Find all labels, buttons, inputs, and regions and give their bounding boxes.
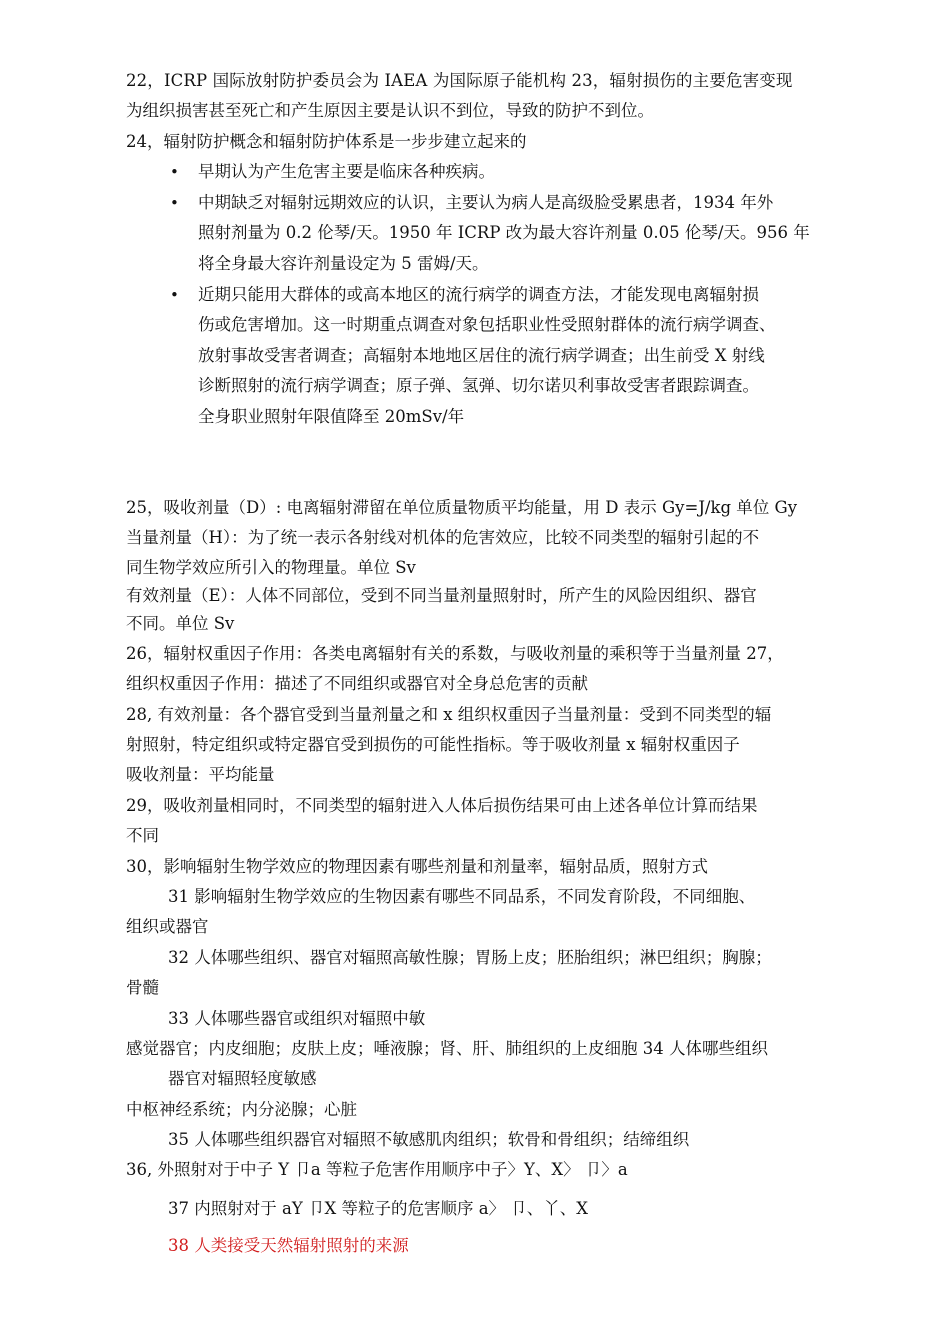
bullet-3-marker: • (170, 286, 179, 304)
item-28-line-2: 射照射，特定组织或特定器官受到损伤的可能性指标。等于吸收剂量 x 辐射权重因子 (126, 735, 740, 754)
item-26-line-2: 组织权重因子作用：描述了不同组织或器官对全身总危害的贡献 (126, 674, 588, 693)
bullet-2-line-3: 将全身最大容许剂量设定为 5 雷姆/天。 (198, 254, 489, 273)
item-31-line-2: 组织或器官 (126, 917, 209, 936)
item-22-line-2: 为组织损害甚至死亡和产生原因主要是认识不到位，导致的防护不到位。 (126, 101, 654, 120)
item-26-line-1: 26，辐射权重因子作用：各类电离辐射有关的系数，与吸收剂量的乘积等于当量剂量 27， (126, 644, 784, 663)
item-30-line: 30，影响辐射生物学效应的物理因素有哪些剂量和剂量率，辐射品质，照射方式 (126, 857, 708, 876)
item-25-line-5: 不同。单位 Sv (126, 614, 235, 633)
bullet-1-marker: • (170, 163, 179, 181)
item-38-highlighted-line: 38 人类接受天然辐射照射的来源 (168, 1236, 409, 1255)
item-29-line-1: 29，吸收剂量相同时，不同类型的辐射进入人体后损伤结果可由上述各单位计算而结果 (126, 796, 758, 815)
bullet-2-line-1: 中期缺乏对辐射远期效应的认识，主要认为病人是高级脸受累患者，1934 年外 (198, 193, 774, 212)
item-32-line-2: 骨髓 (126, 978, 159, 997)
bullet-2-marker: • (170, 194, 179, 212)
item-24-heading: 24，辐射防护概念和辐射防护体系是一步步建立起来的 (126, 132, 527, 151)
item-28-line-1: 28, 有效剂量：各个器官受到当量剂量之和 x 组织权重因子当量剂量：受到不同类型的辐 (126, 705, 772, 724)
bullet-3-line-3: 放射事故受害者调查；高辐射本地地区居住的流行病学调查；出生前受 X 射线 (198, 346, 765, 365)
item-35-line: 35 人体哪些组织器官对辐照不敏感肌肉组织；软骨和骨组织；结缔组织 (168, 1130, 690, 1149)
item-25-line-4: 有效剂量（E）：人体不同部位，受到不同当量剂量照射时，所产生的风险因组织、器官 (126, 586, 757, 605)
item-25-line-2: 当量剂量（H）：为了统一表示各射线对机体的危害效应，比较不同类型的辐射引起的不 (126, 528, 760, 547)
item-25-line-3: 同生物学效应所引入的物理量。单位 Sv (126, 558, 416, 577)
item-28-line-3: 吸收剂量：平均能量 (126, 765, 275, 784)
bullet-1-line-1: 早期认为产生危害主要是临床各种疾病。 (198, 162, 495, 181)
bullet-3-line-4: 诊断照射的流行病学调查；原子弹、氢弹、切尔诺贝利事故受害者跟踪调查。 (198, 376, 759, 395)
item-22-line-1: 22，ICRP 国际放射防护委员会为 IAEA 为国际原子能机构 23，辐射损伤的主要危害变现 (126, 71, 793, 90)
item-33-line-2: 感觉器官；内皮细胞；皮肤上皮；唾液腺；肾、肝、肺组织的上皮细胞 34 人体哪些组织 (126, 1039, 768, 1058)
item-36-line: 36, 外照射对于中子 Y 卩a 等粒子危害作用顺序中子〉Y、X〉 卩〉a (126, 1160, 628, 1179)
bullet-3-line-2: 伤或危害增加。这一时期重点调查对象包括职业性受照射群体的流行病学调查、 (198, 315, 776, 334)
bullet-3-line-1: 近期只能用大群体的或高本地区的流行病学的调查方法，才能发现电离辐射损 (198, 285, 759, 304)
item-34-line-2: 中枢神经系统；内分泌腺；心脏 (126, 1100, 357, 1119)
item-32-line-1: 32 人体哪些组织、器官对辐照高敏性腺；胃肠上皮；胚胎组织；淋巴组织；胸腺； (168, 948, 772, 967)
item-31-line-1: 31 影响辐射生物学效应的生物因素有哪些不同品系，不同发育阶段，不同细胞、 (168, 887, 756, 906)
bullet-2-line-2: 照射剂量为 0.2 伦琴/天。1950 年 ICRP 改为最大容许剂量 0.05 伦琴/天。956 年 (198, 223, 810, 242)
item-34-line-1: 器官对辐照轻度敏感 (168, 1069, 317, 1088)
item-29-line-2: 不同 (126, 826, 159, 845)
item-37-line: 37 内照射对于 aY 卩X 等粒子的危害顺序 a〉 卩、丫、X (168, 1199, 589, 1218)
item-33-line-1: 33 人体哪些器官或组织对辐照中敏 (168, 1009, 426, 1028)
bullet-3-line-5: 全身职业照射年限值降至 20mSv/年 (198, 407, 465, 426)
item-25-line-1: 25，吸收剂量（D）: 电离辐射滞留在单位质量物质平均能量，用 D 表示 Gy=J/kg 单位 Gy (126, 498, 798, 517)
